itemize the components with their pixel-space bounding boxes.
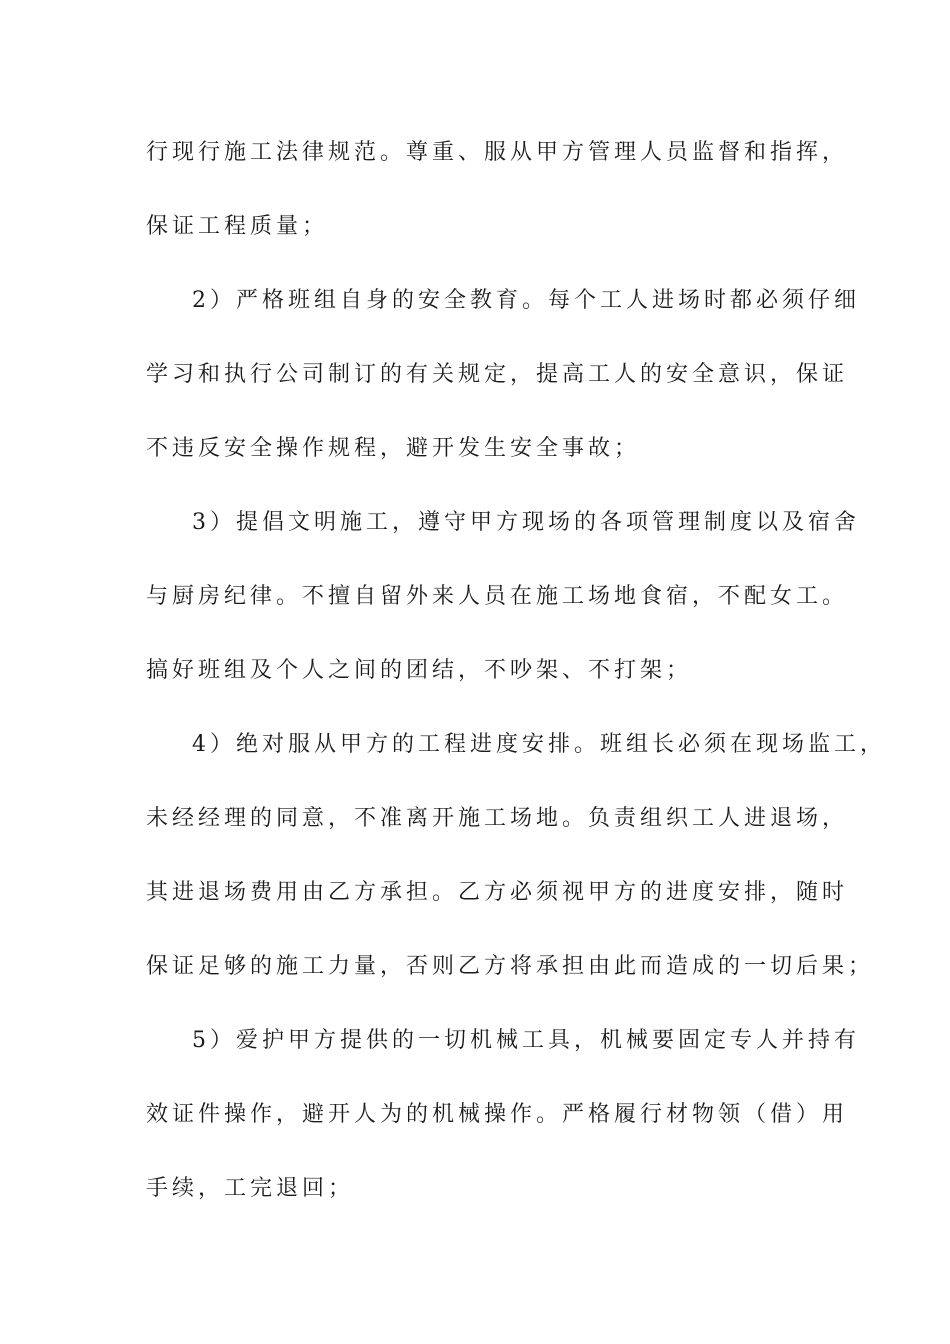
text-line: 保证足够的施工力量，否则乙方将承担由此而造成的一切后果； <box>146 954 875 979</box>
paragraph-5-start: 5）爱护甲方提供的一切机械工具，机械要固定专人并持有 <box>192 1028 860 1053</box>
text-line: 效证件操作，避开人为的机械操作。严格履行材物领（借）用 <box>146 1102 849 1127</box>
text-line: 搞好班组及个人之间的团结，不吵架、不打架； <box>146 658 693 683</box>
text-line: 未经经理的同意，不准离开施工场地。负责组织工人进退场， <box>146 806 849 831</box>
paragraph-4-start: 4）绝对服从甲方的工程进度安排。班组长必须在现场监工， <box>192 732 886 757</box>
text-line: 保证工程质量； <box>146 214 329 239</box>
text-line: 不违反安全操作规程，避开发生安全事故； <box>146 436 641 461</box>
paragraph-3-start: 3）提倡文明施工，遵守甲方现场的各项管理制度以及宿舍 <box>192 510 860 535</box>
text-line: 行现行施工法律规范。尊重、服从甲方管理人员监督和指挥， <box>146 140 849 165</box>
text-line: 与厨房纪律。不擅自留外来人员在施工场地食宿，不配女工。 <box>146 584 849 609</box>
text-line: 学习和执行公司制订的有关规定，提高工人的安全意识，保证 <box>146 362 849 387</box>
text-line: 手续，工完退回； <box>146 1176 355 1201</box>
paragraph-2-start: 2）严格班组自身的安全教育。每个工人进场时都必须仔细 <box>192 288 860 313</box>
text-line: 其进退场费用由乙方承担。乙方必须视甲方的进度安排，随时 <box>146 880 849 905</box>
